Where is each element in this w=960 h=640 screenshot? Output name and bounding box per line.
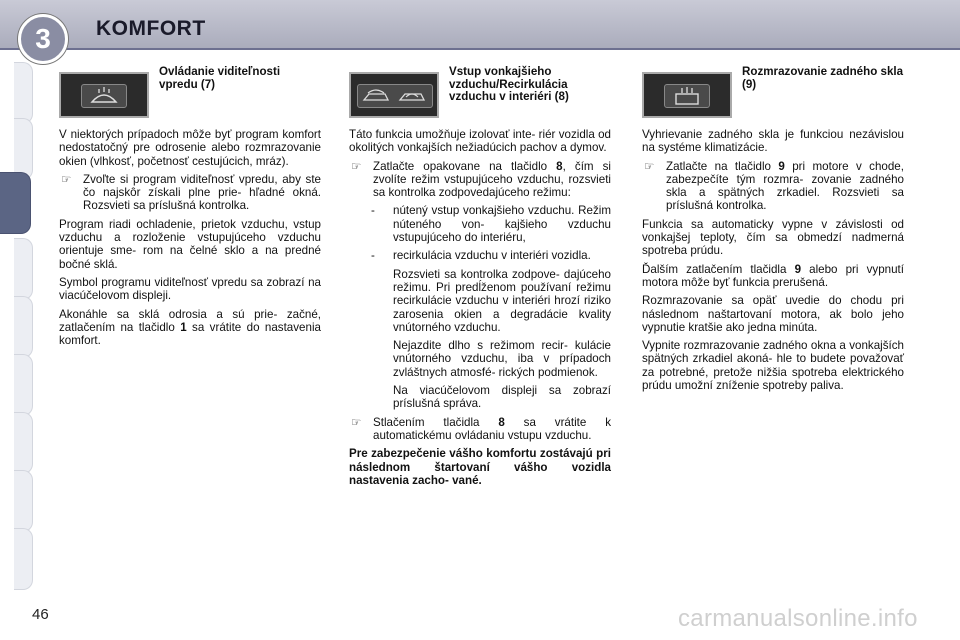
pointing-hand-icon: ☞ <box>351 159 362 173</box>
text-part: alebo pri vypnutí motora môže byť funkcia prerušená. <box>642 262 904 289</box>
text-part: pri motore v chode, zabezpečíte tým rozmra- zovanie zadného skla a spätných zrkadiel. Rozsvieti sa príslušná kontrolka. <box>666 159 904 213</box>
paragraph <box>642 263 904 290</box>
button-number: 8 <box>498 415 505 429</box>
paragraph: Program riadi ochladenie, prietok vzduchu, vstup vzduchu a rozloženie vstupujúceho vzduchu orientuje sme- rom na čelné sklo a na predné bočné sklá. <box>59 217 321 271</box>
button-number: 9 <box>778 159 785 173</box>
button-number: 9 <box>794 262 802 276</box>
dash-marker: - <box>371 249 375 263</box>
bullet-item <box>349 416 611 443</box>
section-header <box>59 62 321 120</box>
paragraph: Funkcia sa automaticky vypne v závislosti od vonkajšej teploty, čím sa obmedzí nadmerná spotreba prúdu. <box>642 217 904 258</box>
chapter-tab-9[interactable] <box>14 528 33 590</box>
bullet-text <box>373 416 611 443</box>
chapter-tab-7[interactable] <box>14 412 33 474</box>
recirculation-button-photo <box>349 72 439 118</box>
section-header <box>349 62 611 120</box>
rear-defrost-button-photo <box>642 72 732 118</box>
front-demist-button-photo <box>59 72 149 118</box>
front-windscreen-icon <box>81 84 127 108</box>
bullet-text: Zvoľte si program viditeľnosť vpredu, aby ste čo najskôr získali plne prie- hľadné okná. Rozsvieti sa príslušná kontrolka. <box>83 172 321 213</box>
text-part: , čím si zvolíte režim vstupujúceho vzduchu, rozsvieti sa kontrolka zodpovedajúceho režimu: <box>373 159 611 200</box>
chapter-tab-6[interactable] <box>14 354 33 416</box>
section-title: Ovládanie viditeľnosti vpredu (7) <box>159 65 281 91</box>
pointing-hand-icon: ☞ <box>351 415 362 429</box>
bold-note: Pre zabezpečenie vášho komfortu zostávajú pri následnom štartovaní vášho vozidla nastavenia zacho- vané. <box>349 447 611 487</box>
watermark: carmanualsonline.info <box>678 605 918 632</box>
dash-text: nútený vstup vonkajšieho vzduchu. Režim núteného von- kajšieho vzduchu vstupujúceho do interiéru, <box>393 204 611 245</box>
pointing-hand-icon: ☞ <box>61 172 72 186</box>
section-header <box>642 62 904 120</box>
paragraph: Rozmrazovanie sa opäť uvedie do chodu pri následnom naštartovaní motora, ak bolo jeho vypnutie kratšie ako jedna minúta. <box>642 294 904 334</box>
section-air-recirculation <box>349 62 611 492</box>
paragraph <box>59 308 321 348</box>
chapter-tab-3-active[interactable] <box>0 172 31 234</box>
chapter-tab-2[interactable] <box>14 118 33 180</box>
chapter-tab-1[interactable] <box>14 62 33 124</box>
bullet-text <box>666 160 904 213</box>
section-title: Vstup vonkajšieho vzduchu/Recirkulácia vzduchu v interiéri (8) <box>449 65 569 103</box>
bullet-item <box>642 160 904 213</box>
page-number: 46 <box>32 606 49 623</box>
indented-paragraph: Rozsvieti sa kontrolka zodpove- dajúceho režimu. Pri predĺženom používaní režimu recirkulácie vzduchu v interiéri hrozí riziko zarosenia okien a degradácie kvality vnútorného vzduchu. <box>393 267 611 334</box>
dash-item <box>349 204 611 244</box>
text-part: Zatlačte opakovane na tlačidlo <box>373 159 548 173</box>
pointing-hand-icon: ☞ <box>644 159 655 173</box>
bullet-item <box>349 160 611 200</box>
section-front-visibility <box>59 62 321 352</box>
rear-window-heat-icon <box>664 84 710 108</box>
text-part: Ďalším zatlačením tlačidla <box>642 262 787 276</box>
dash-text: recirkulácia vzduchu v interiéri vozidla. <box>393 249 591 263</box>
section-rear-defrost <box>642 62 904 397</box>
paragraph: Vypnite rozmrazovanie zadného okna a vonkajších spätných zrkadiel akoná- hle to budete považovať za potrebné, pretože nižšia spotreba elektrického prúdu umožní zníženie spotreby paliva. <box>642 339 904 393</box>
paragraph: Táto funkcia umožňuje izolovať inte- riér vozidla od okolitých vonkajších nežiadúcich pachov a dymov. <box>349 128 611 155</box>
chapter-tab-5[interactable] <box>14 296 33 358</box>
button-number: 8 <box>556 159 563 173</box>
section-title: Rozmrazovanie zadného skla (9) <box>742 65 904 91</box>
paragraph: Symbol programu viditeľnosť vpredu sa zobrazí na viacúčelovom displeji. <box>59 275 321 303</box>
text-part: sa vrátite do nastavenia komfort. <box>59 320 321 348</box>
paragraph: V niektorých prípadoch môže byť program komfort nedostatočný pre odrosenie alebo rozmrazovanie okien (vlhkosť, početnosť cestujúcich, mráz). <box>59 128 321 168</box>
indented-paragraph: Na viacúčelovom displeji sa zobrazí príslušná správa. <box>393 384 611 411</box>
dash-item <box>349 249 611 262</box>
text-part: Akonáhle sa sklá odrosia a sú prie- začné, zatlačením na tlačidlo <box>59 307 321 334</box>
bullet-item <box>59 173 321 213</box>
button-number: 1 <box>180 320 187 334</box>
recirculation-car-icon <box>357 84 433 108</box>
header-divider <box>0 48 960 50</box>
chapter-number-badge: 3 <box>18 14 68 64</box>
chapter-title: KOMFORT <box>96 17 206 40</box>
bullet-text <box>373 160 611 200</box>
chapter-tab-4[interactable] <box>14 238 33 300</box>
indented-paragraph: Nejazdite dlho s režimom recir- kulácie vnútorného vzduchu, iba v prípadoch zvláštnych atmosfé- rických podmienok. <box>393 339 611 379</box>
text-part: Stlačením tlačidla <box>373 415 480 429</box>
text-part: Zatlačte na tlačidlo <box>666 159 771 173</box>
text-part: sa vrátite k automatickému ovládaniu vstupu vzduchu. <box>373 415 611 442</box>
chapter-tab-8[interactable] <box>14 470 33 532</box>
dash-marker: - <box>371 204 375 218</box>
paragraph: Vyhrievanie zadného skla je funkciou nezávislou na systéme klimatizácie. <box>642 128 904 155</box>
